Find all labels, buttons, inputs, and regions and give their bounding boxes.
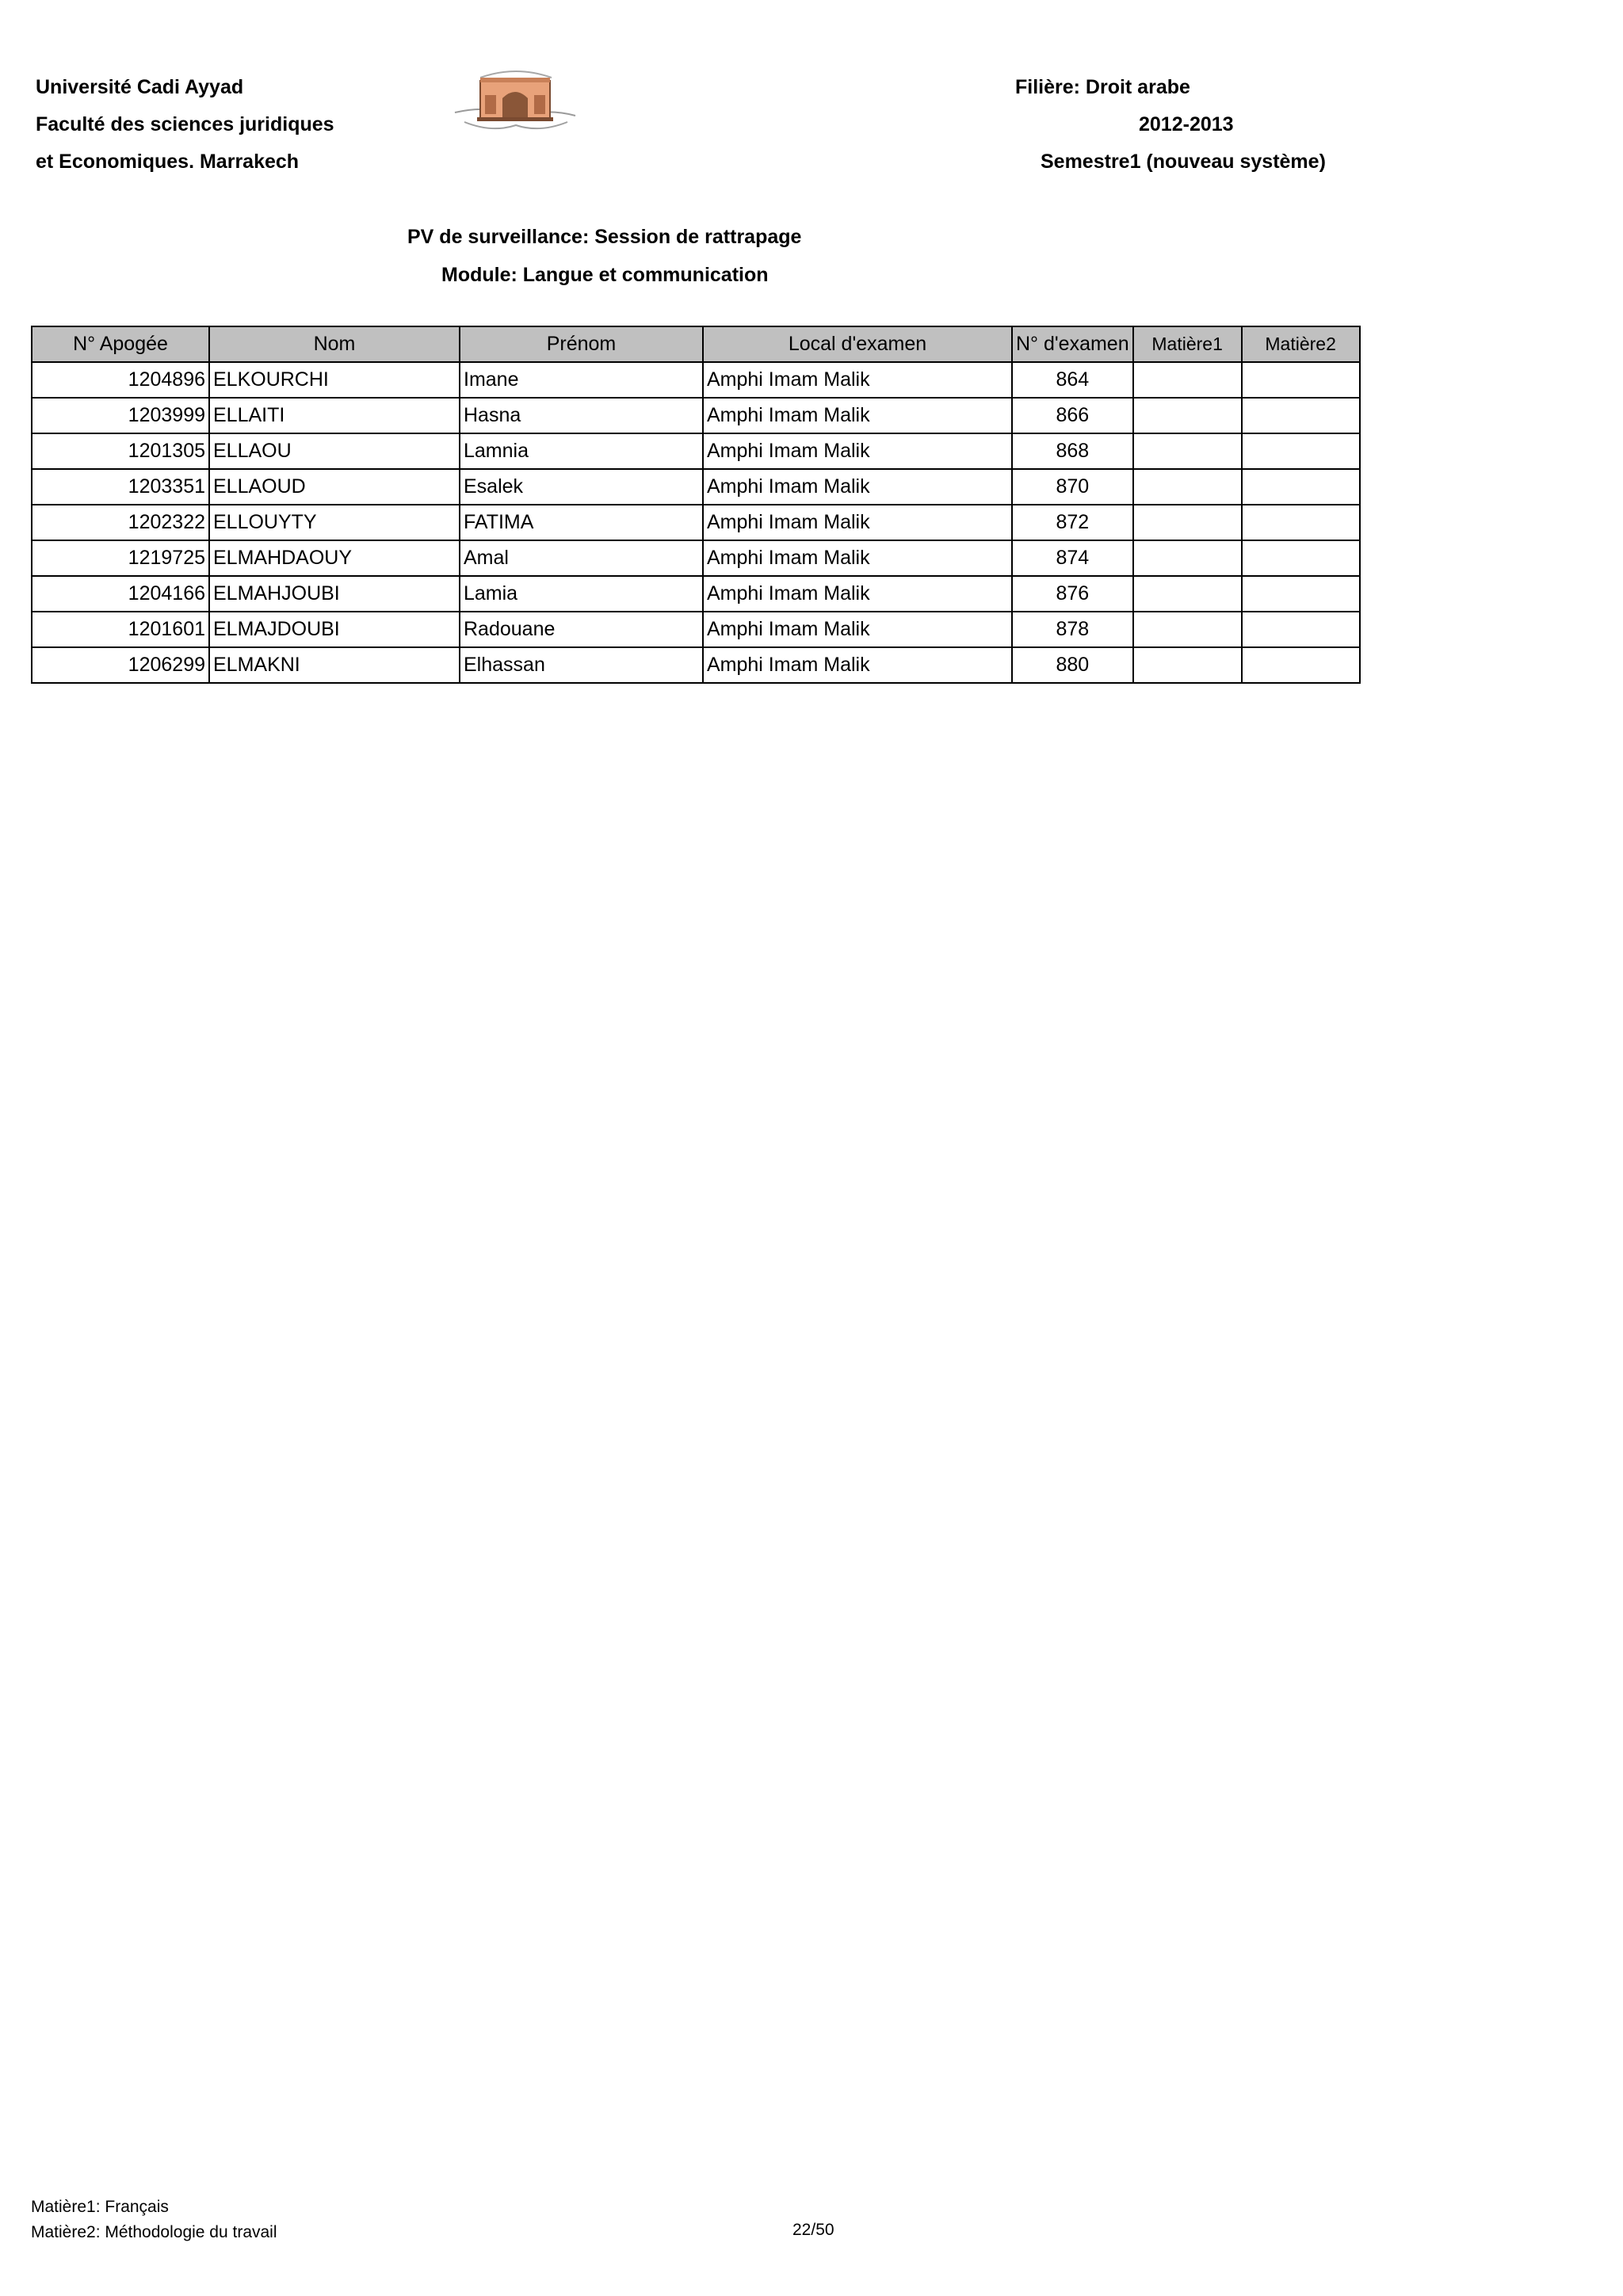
matiere1-cell bbox=[1133, 540, 1242, 576]
column-header-matiere2: Matière2 bbox=[1242, 326, 1360, 362]
table-row bbox=[32, 612, 1360, 647]
apogee-cell: 1201601 bbox=[32, 612, 209, 647]
matiere2-cell bbox=[1242, 469, 1360, 505]
nom-cell: ELLAOU bbox=[209, 433, 460, 469]
examen-cell: 870 bbox=[1012, 469, 1133, 505]
apogee-cell: 1219725 bbox=[32, 540, 209, 576]
examen-cell: 866 bbox=[1012, 398, 1133, 433]
table-row bbox=[32, 576, 1360, 612]
column-header-examen: N° d'examen bbox=[1012, 326, 1133, 362]
apogee-cell: 1204896 bbox=[32, 362, 209, 398]
apogee-cell: 1202322 bbox=[32, 505, 209, 540]
semester-label: Semestre1 (nouveau système) bbox=[1041, 151, 1326, 173]
apogee-cell: 1204166 bbox=[32, 576, 209, 612]
prenom-cell: Elhassan bbox=[460, 647, 703, 683]
table-row bbox=[32, 540, 1360, 576]
nom-cell: ELLAITI bbox=[209, 398, 460, 433]
column-header-local: Local d'examen bbox=[703, 326, 1012, 362]
document-title: PV de surveillance: Session de rattrapage bbox=[407, 226, 802, 248]
faculty-line1: Faculté des sciences juridiques bbox=[36, 113, 334, 135]
prenom-cell: Radouane bbox=[460, 612, 703, 647]
nom-cell: ELMAHDAOUY bbox=[209, 540, 460, 576]
matiere1-cell bbox=[1133, 433, 1242, 469]
apogee-cell: 1203999 bbox=[32, 398, 209, 433]
faculty-line2: et Economiques. Marrakech bbox=[36, 151, 300, 173]
table-row bbox=[32, 505, 1360, 540]
academic-year: 2012-2013 bbox=[1139, 113, 1234, 135]
apogee-cell: 1203351 bbox=[32, 469, 209, 505]
matiere2-cell bbox=[1242, 433, 1360, 469]
matiere1-cell bbox=[1133, 362, 1242, 398]
column-header-prenom: Prénom bbox=[460, 326, 703, 362]
matiere2-cell bbox=[1242, 362, 1360, 398]
examen-cell: 876 bbox=[1012, 576, 1133, 612]
examen-cell: 878 bbox=[1012, 612, 1133, 647]
prenom-cell: Amal bbox=[460, 540, 703, 576]
local-cell: Amphi Imam Malik bbox=[703, 612, 1012, 647]
matiere2-cell bbox=[1242, 576, 1360, 612]
prenom-cell: FATIMA bbox=[460, 505, 703, 540]
matiere1-cell bbox=[1133, 469, 1242, 505]
table-header-row bbox=[32, 326, 1360, 362]
local-cell: Amphi Imam Malik bbox=[703, 505, 1012, 540]
prenom-cell: Lamnia bbox=[460, 433, 703, 469]
examen-cell: 880 bbox=[1012, 647, 1133, 683]
footer-matiere2: Matière2: Méthodologie du travail bbox=[31, 2223, 277, 2241]
table-row bbox=[32, 398, 1360, 433]
table-row bbox=[32, 647, 1360, 683]
table-row bbox=[32, 433, 1360, 469]
local-cell: Amphi Imam Malik bbox=[703, 398, 1012, 433]
nom-cell: ELLOUYTY bbox=[209, 505, 460, 540]
matiere1-cell bbox=[1133, 505, 1242, 540]
examen-cell: 874 bbox=[1012, 540, 1133, 576]
matiere2-cell bbox=[1242, 540, 1360, 576]
nom-cell: ELMAKNI bbox=[209, 647, 460, 683]
prenom-cell: Imane bbox=[460, 362, 703, 398]
local-cell: Amphi Imam Malik bbox=[703, 540, 1012, 576]
table-row bbox=[32, 469, 1360, 505]
examen-cell: 872 bbox=[1012, 505, 1133, 540]
nom-cell: ELMAJDOUBI bbox=[209, 612, 460, 647]
page-number: 22/50 bbox=[792, 2221, 834, 2239]
prenom-cell: Lamia bbox=[460, 576, 703, 612]
matiere1-cell bbox=[1133, 647, 1242, 683]
matiere1-cell bbox=[1133, 576, 1242, 612]
prenom-cell: Esalek bbox=[460, 469, 703, 505]
nom-cell: ELKOURCHI bbox=[209, 362, 460, 398]
table-row bbox=[32, 362, 1360, 398]
column-header-nom: Nom bbox=[209, 326, 460, 362]
filiere-label: Filière: Droit arabe bbox=[1015, 76, 1190, 98]
examen-cell: 868 bbox=[1012, 433, 1133, 469]
column-header-apogee: N° Apogée bbox=[32, 326, 209, 362]
matiere2-cell bbox=[1242, 505, 1360, 540]
local-cell: Amphi Imam Malik bbox=[703, 433, 1012, 469]
apogee-cell: 1201305 bbox=[32, 433, 209, 469]
matiere1-cell bbox=[1133, 612, 1242, 647]
local-cell: Amphi Imam Malik bbox=[703, 647, 1012, 683]
examen-cell: 864 bbox=[1012, 362, 1133, 398]
local-cell: Amphi Imam Malik bbox=[703, 576, 1012, 612]
matiere2-cell bbox=[1242, 612, 1360, 647]
university-name: Université Cadi Ayyad bbox=[36, 76, 244, 98]
nom-cell: ELLAOUD bbox=[209, 469, 460, 505]
university-gate-logo-icon bbox=[449, 63, 583, 143]
matiere1-cell bbox=[1133, 398, 1242, 433]
footer-matiere1: Matière1: Français bbox=[31, 2198, 169, 2216]
local-cell: Amphi Imam Malik bbox=[703, 362, 1012, 398]
nom-cell: ELMAHJOUBI bbox=[209, 576, 460, 612]
surveillance-table bbox=[31, 326, 1361, 684]
column-header-matiere1: Matière1 bbox=[1133, 326, 1242, 362]
module-title: Module: Langue et communication bbox=[441, 264, 769, 286]
matiere2-cell bbox=[1242, 647, 1360, 683]
apogee-cell: 1206299 bbox=[32, 647, 209, 683]
prenom-cell: Hasna bbox=[460, 398, 703, 433]
local-cell: Amphi Imam Malik bbox=[703, 469, 1012, 505]
matiere2-cell bbox=[1242, 398, 1360, 433]
